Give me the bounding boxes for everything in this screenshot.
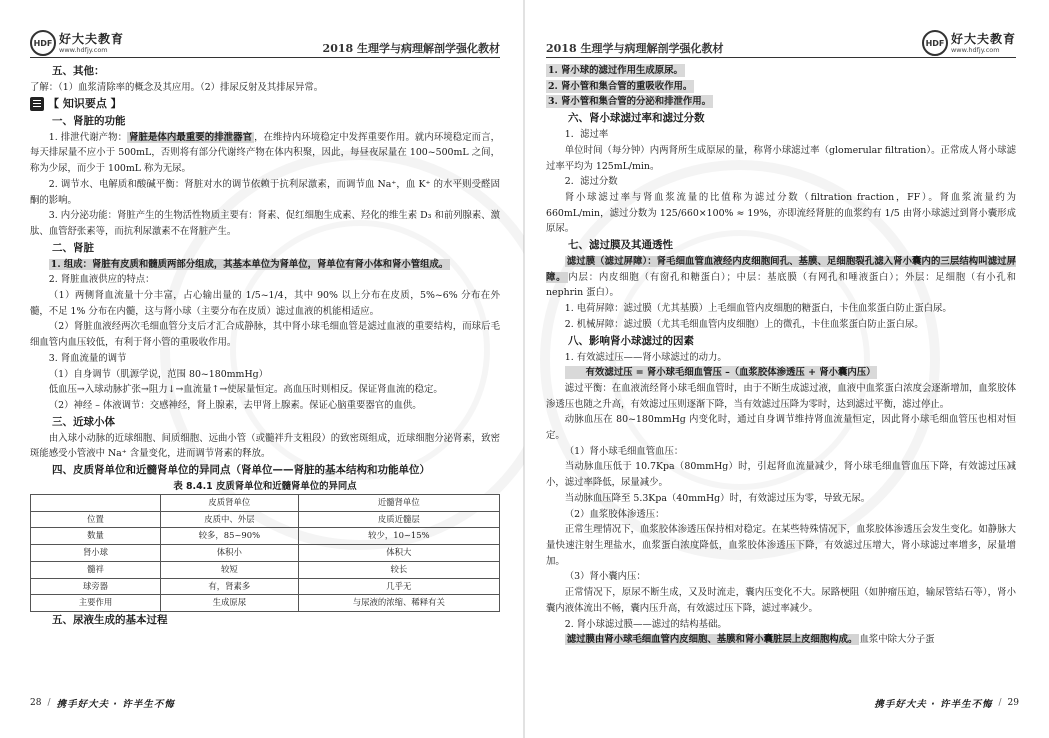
table-cell: 体积小 [161,545,299,562]
logo-badge-icon: HDF [30,30,56,56]
table-cell: 较少，10~15% [298,528,499,545]
book-icon [30,97,44,111]
table-cell: 较短 [161,561,299,578]
table-cell: 较长 [298,561,499,578]
paragraph: （1）肾小球毛细血管血压： [564,445,684,457]
paragraph: 3. 内分泌功能：肾脏产生的生物活性物质主要有：肾素、促红细胞生成素、羟化的维生素 D₃ 和前列腺素、激肽、血管舒张素等，而抗利尿激素不在肾脏产生。 [30,210,500,237]
highlight: 1. 组成：肾脏有皮质和髓质两部分组成，其基本单位为肾单位，肾单位有肾小体和肾小管组成。 [50,258,449,270]
highlight: 肾脏是体内最重要的排泄器官 [129,131,253,143]
highlight: 滤过膜（滤过屏障）：肾毛细血管血液经内皮细胞间孔、基膜、足细胞裂孔滤入肾小囊内的三层结构叫滤过屏障。 [546,256,1016,283]
paragraph: 正常生理情况下，血浆胶体渗透压保持相对稳定。在某些特殊情况下，血浆胶体渗透压会发生变化。如静脉大量快速注射生理盐水，血浆蛋白浓度降低，血浆胶体渗透压下降，有效滤过压增大，肾小球滤过率增多，尿量增加。 [546,524,1016,567]
paragraph: （2）肾脏血液经两次毛细血管分支后才汇合成静脉，其中肾小球毛细血管是滤过血液的重要结构，而球后毛细血管内血压较低，有利于肾小管的重吸收作用。 [30,321,500,349]
section-heading: 一、肾脏的功能 [52,114,126,127]
table-header-cell: 近髓肾单位 [298,495,499,512]
table-row [31,595,500,612]
table-cell: 有，肾素多 [161,578,299,595]
paragraph: 2. 调节水、电解质和酸碱平衡：肾脏对水的调节依赖于抗利尿激素，而调节血 Na⁺，血 K⁺ 的水平则受醛固酮的影响。 [30,178,500,206]
section-heading: 八、影响肾小球滤过的因素 [568,334,694,347]
section-heading: 三、近球小体 [52,415,115,428]
table-row [31,578,500,595]
paragraph: 1. 电荷屏障：滤过膜（尤其基膜）上毛细血管内皮细胞的糖蛋白，卡住血浆蛋白防止蛋白尿。 [564,303,952,315]
logo-name: 好大夫教育 [59,31,125,46]
table-cell: 几乎无 [298,578,499,595]
table-header-cell: 皮质肾单位 [161,495,299,512]
paragraph: 动脉血压在 80~180mmHg 内变化时，通过自身调节维持肾血流量恒定，因此肾小球毛细血管压也相对恒定。 [546,414,1016,442]
table-cell: 体积大 [298,545,499,562]
table-cell: 较多，85~90% [161,528,299,545]
table-row [31,561,500,578]
boxed-point: 1. 肾小球的滤过作用生成原尿。 [548,65,683,76]
boxed-point: 3. 肾小管和集合管的分泌和排泄作用。 [548,96,712,108]
knowledge-points-title: 【 知识要点 】 [48,97,122,111]
nephron-comparison-table [30,494,500,612]
table-cell: 球旁器 [31,578,161,595]
paragraph: 2. 肾小球滤过膜——滤过的结构基础。 [564,618,727,630]
paragraph: （2）神经 – 体液调节：交感神经，肾上腺素，去甲肾上腺素。保证心脑重要器官的血供。 [48,399,422,411]
paragraph: 1. 有效滤过压——肾小球滤过的动力。 [564,351,727,363]
left-page-header [30,30,500,58]
section-heading: 五、尿液生成的基本过程 [52,613,168,626]
table-cell: 位置 [31,511,161,528]
logo-badge-icon: HDF [922,30,948,56]
table-cell: 主要作用 [31,595,161,612]
publisher-logo [922,30,1016,56]
paragraph: （2）血浆胶体渗透压： [564,508,665,520]
left-page-content [30,63,500,629]
book-title: 2018 生理学与病理解剖学强化教材 [546,42,724,55]
footer-separator: / [998,698,1002,708]
table-row [31,545,500,562]
paragraph [30,257,500,273]
page-number: 28 [30,698,42,708]
page-number: 29 [1007,698,1019,708]
paragraph: 了解：（1）血浆清除率的概念及其应用。（2）排尿反射及其排尿异常。 [30,82,324,93]
right-page-content [546,63,1016,648]
right-page-header [546,30,1016,58]
paragraph: 滤过平衡：在血液流经肾小球毛细血管时，由于不断生成滤过液，血液中血浆蛋白浓度会逐渐增加，血浆胶体渗透压也随之升高，有效滤过压则逐渐下降，当有效滤过压降为零时，达到滤过平衡，滤过停止。 [546,382,1016,410]
section-heading: 五、其他： [52,65,105,77]
formula-box: 有效滤过压 = 肾小球毛细血管压 –（血浆胶体渗透压 + 肾小囊内压） [565,366,878,379]
left-page [0,0,524,738]
book-title: 2018 生理学与病理解剖学强化教材 [322,42,500,55]
section-heading: 七、滤过膜及其通透性 [568,239,673,252]
table-cell: 数量 [31,528,161,545]
table-cell: 皮质近髓层 [298,511,499,528]
paragraph: 正常情况下，原尿不断生成，又及时流走，囊内压变化不大。尿路梗阻（如肿瘤压迫，输尿管结石等），肾小囊内液体流出不畅，囊内压升高，有效滤过压下降，滤过率减少。 [546,587,1016,614]
paragraph: 当动脉血压降至 5.3Kpa（40mmHg）时，有效滤过压为零，导致无尿。 [564,492,871,504]
footer-separator: / [47,698,51,708]
paragraph: 由入球小动脉的近球细胞、间质细胞、远曲小管（或髓袢升支粗段）的致密斑组成，近球细胞分泌肾素，致密斑能感受小管液中 Na⁺ 含量变化，进而调节肾素的释放。 [30,432,500,460]
knowledge-points-header [30,96,500,113]
left-page-footer [30,696,175,710]
table-row [31,511,500,528]
subheading: 2．滤过分数 [564,176,618,188]
section-heading: 四、皮质肾单位和近髓肾单位的异同点（肾单位——肾脏的基本结构和功能单位） [52,464,430,477]
table-row [31,528,500,545]
section-heading: 六、肾小球滤过率和滤过分数 [568,112,705,125]
right-page [524,0,1049,738]
footer-slogan: 携手好大夫 · 许半生不悔 [56,699,175,710]
paragraph: 2. 肾脏血液供应的特点： [48,274,155,286]
paragraph: 滤过膜（滤过屏障）：肾毛细血管血液经内皮细胞间孔、基膜、足细胞裂孔滤入肾小囊内的三层结构叫滤过屏障。 内层：内皮细胞（有窗孔和糖蛋白）；中层：基底膜（有网孔和唾液蛋白）；外层：足细胞（有小孔和 nephrin 蛋白）。 [546,256,1016,299]
footer-slogan: 携手好大夫 · 许半生不悔 [874,699,993,710]
table-cell: 肾小球 [31,545,161,562]
subheading: 1．滤过率 [564,129,609,141]
table-cell: 生成原尿 [161,595,299,612]
logo-site: www.hdfjy.com [59,45,108,54]
logo-name: 好大夫教育 [950,31,1016,46]
paragraph: 低血压→入球动脉扩张→阻力↓→血流量↑→使尿量恒定。高血压时则相反。保证肾血流的稳定。 [48,384,443,396]
paragraph: 当动脉血压低于 10.7Kpa（80mmHg）时，引起肾血流量减少，肾小球毛细血管血压下降，有效滤过压减小，滤过率降低，尿量减少。 [546,461,1016,489]
paragraph: 单位时间（每分钟）内两肾所生成原尿的量，称肾小球滤过率（glomerular filtration）。正常成人肾小球滤过率平均为 125mL/min。 [546,144,1016,172]
table-cell: 皮质中、外层 [161,511,299,528]
paragraph: 3. 肾血流量的调节 [48,352,127,364]
paragraph: （1）两侧肾血流量十分丰富，占心输出量的 1/5~1/4，其中 90% 以上分布在皮质，5%~6% 分布在外髓，不足 1% 分布在内髓，这与肾小球（主要分布在皮质）滤过血液的机能相适应。 [30,290,500,317]
table-header-row [31,495,500,512]
paragraph: 1. 排泄代谢产物： 肾脏是体内最重要的排泄器官 ，在维持内环境稳定中发挥重要作用。就内环境稳定而言，每天排尿量不应小于 500mL，否则将有部分代谢终产物在体内积聚，因此，每昼夜尿量在 100~500mL 之间，称为少尿，而少于 100mL 称为无尿。 [30,131,500,175]
paragraph: （1）自身调节（肌源学说，范围 80~180mmHg） [48,368,269,380]
boxed-point: 2. 肾小管和集合管的重吸收作用。 [548,80,693,92]
table-cell: 髓袢 [31,561,161,578]
paragraph: 滤过膜由肾小球毛细血管内皮细胞、基膜和肾小囊脏层上皮细胞构成。 血浆中除大分子蛋 [566,634,935,646]
table-caption: 表 8.4.1 皮质肾单位和近髓肾单位的异同点 [173,481,357,493]
paragraph: 2. 机械屏障：滤过膜（尤其毛细血管内皮细胞）上的微孔，卡住血浆蛋白防止蛋白尿。 [564,318,924,330]
table-cell: 与尿液的浓缩、稀释有关 [298,595,499,612]
right-page-footer [874,696,1019,710]
logo-site: www.hdfjy.com [950,45,1000,54]
highlight: 滤过膜由肾小球毛细血管内皮细胞、基膜和肾小囊脏层上皮细胞构成。 [566,634,858,646]
paragraph: 肾小球滤过率与肾血浆流量的比值称为滤过分数（filtration fraction，FF）。肾血浆流量约为 660mL/min，滤过分数为 125/660×100% ≈ 19%，亦即流经肾脏的血浆约有 1/5 由肾小球滤过到肾小囊形成原尿。 [546,191,1016,235]
table-header-cell [31,495,161,512]
paragraph: （3）肾小囊内压： [564,571,646,583]
publisher-logo [30,30,124,56]
section-heading: 二、肾脏 [52,241,94,254]
